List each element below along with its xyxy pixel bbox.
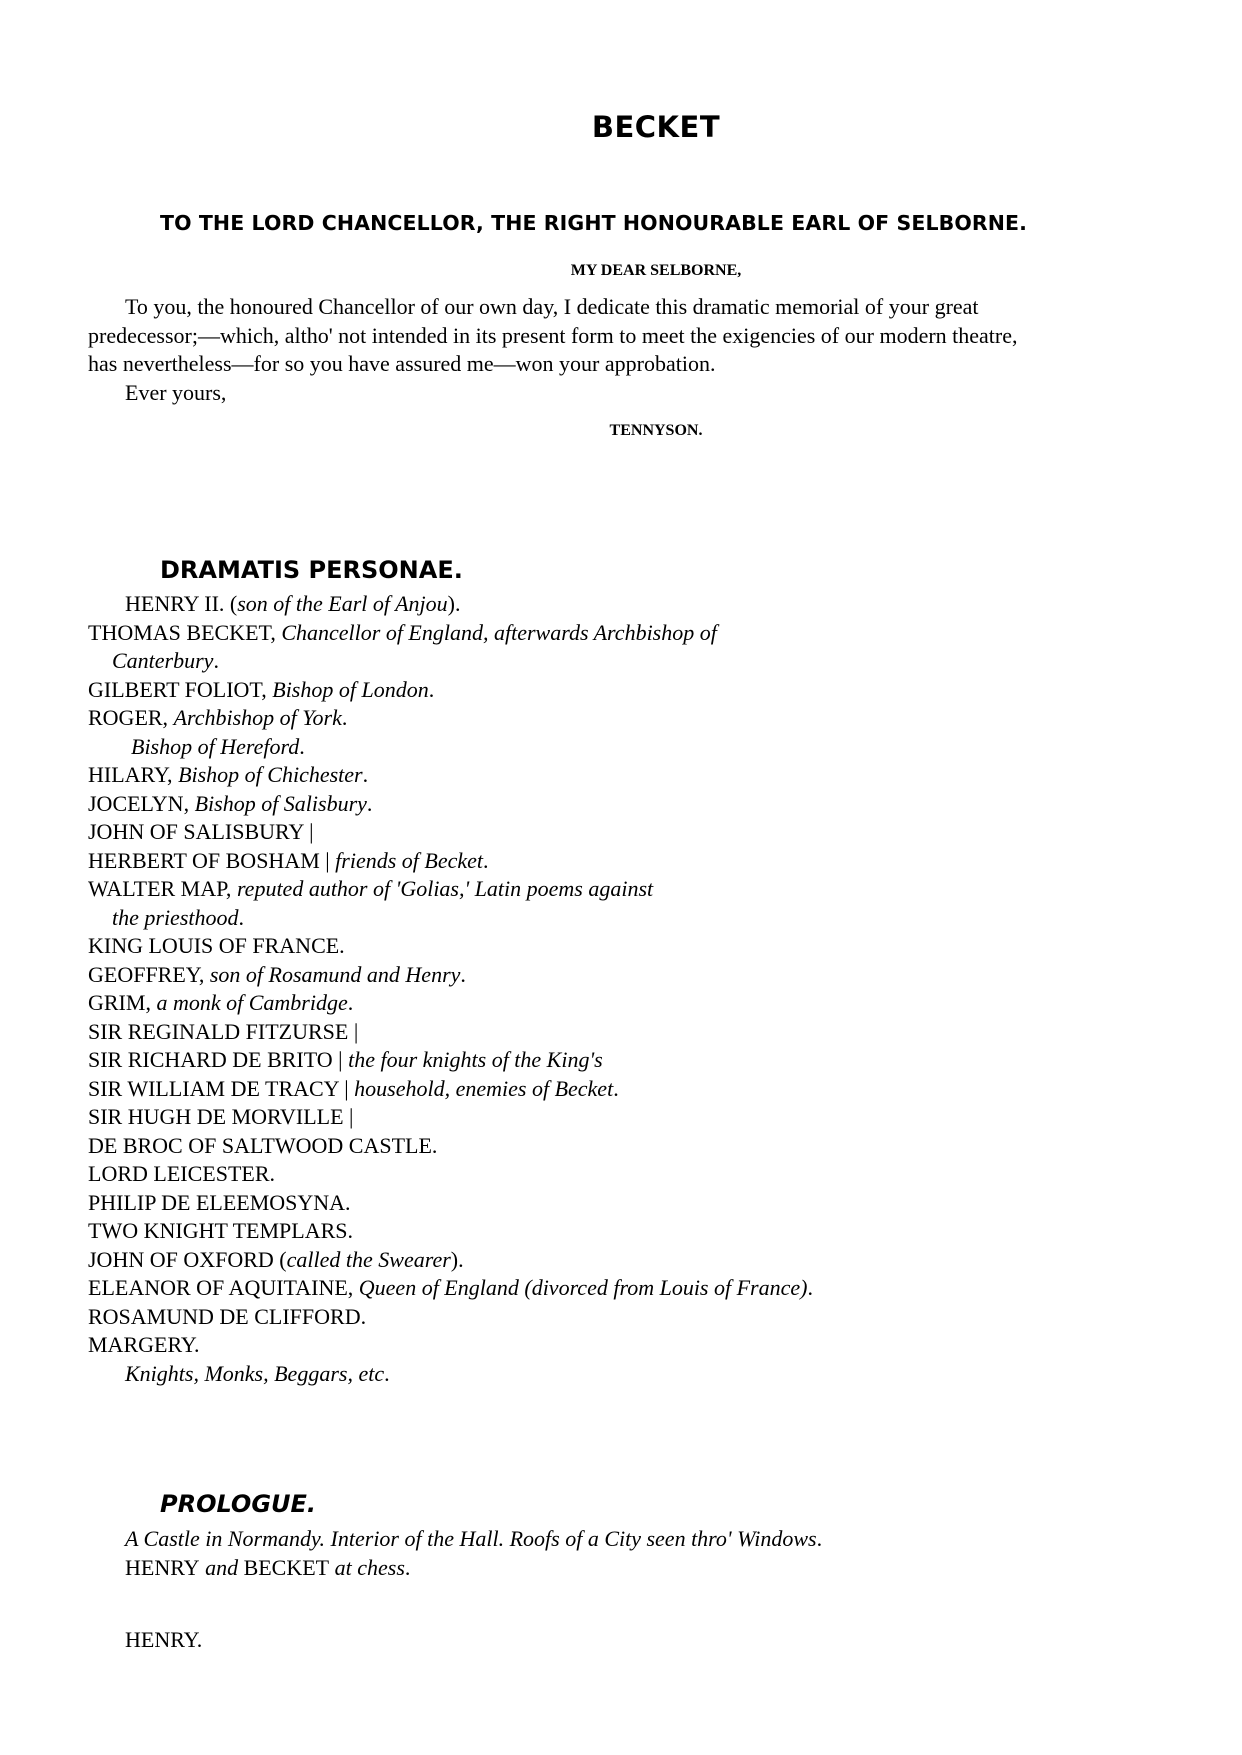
list-item: TWO KNIGHT TEMPLARS. bbox=[88, 1218, 354, 1243]
list-item: GRIM, a monk of Cambridge. bbox=[88, 990, 354, 1015]
list-item: SIR WILLIAM DE TRACY | household, enemies of Becket. bbox=[88, 1075, 619, 1101]
list-item: ROSAMUND DE CLIFFORD. bbox=[88, 1303, 367, 1329]
book-title: BECKET bbox=[591, 110, 721, 144]
list-item: MARGERY. bbox=[88, 1332, 200, 1357]
list-item: GEOFFREY, son of Rosamund and Henry. bbox=[88, 961, 466, 987]
signature: TENNYSON. bbox=[609, 422, 703, 439]
list-item: JOHN OF OXFORD (called the Swearer). bbox=[88, 1246, 464, 1272]
dramatis-personae-list bbox=[88, 590, 1188, 1388]
list-item: ROGER, Archbishop of York. bbox=[88, 705, 348, 730]
dedication-line: predecessor;—which, altho' not intended in its present form to meet the exigencies of our modern theatre, bbox=[88, 322, 1018, 348]
list-item: GILBERT FOLIOT, Bishop of London. bbox=[88, 676, 435, 702]
list-item: Knights, Monks, Beggars, etc. bbox=[125, 1360, 390, 1386]
list-item: HILARY, Bishop of Chichester. bbox=[88, 762, 369, 787]
closing: Ever yours, bbox=[125, 379, 227, 405]
list-item: WALTER MAP, reputed author of 'Golias,' Latin poems against bbox=[88, 876, 654, 901]
list-item: JOCELYN, Bishop of Salisbury. bbox=[88, 790, 373, 816]
speaker-name: HENRY. bbox=[125, 1627, 203, 1652]
dedication-heading: TO THE LORD CHANCELLOR, THE RIGHT HONOURABLE EARL OF SELBORNE. bbox=[160, 211, 1028, 235]
list-item: HENRY II. (son of the Earl of Anjou). bbox=[125, 591, 461, 616]
stage-line: A Castle in Normandy. Interior of the Hall. Roofs of a City seen thro' Windows. bbox=[125, 1526, 823, 1551]
list-item: SIR RICHARD DE BRITO | the four knights of the King's bbox=[88, 1047, 603, 1072]
list-item: LORD LEICESTER. bbox=[88, 1161, 275, 1186]
list-item: DE BROC OF SALTWOOD CASTLE. bbox=[88, 1132, 438, 1158]
list-item: ELEANOR OF AQUITAINE, Queen of England (divorced from Louis of France). bbox=[88, 1275, 813, 1300]
list-item: SIR HUGH DE MORVILLE | bbox=[88, 1104, 354, 1129]
list-item: PHILIP DE ELEEMOSYNA. bbox=[88, 1189, 351, 1215]
dedication-body bbox=[88, 293, 1168, 407]
list-item: Bishop of Hereford. bbox=[131, 733, 305, 759]
list-item: THOMAS BECKET, Chancellor of England, afterwards Archbishop of bbox=[88, 619, 717, 645]
list-item: KING LOUIS OF FRANCE. bbox=[88, 933, 345, 958]
dedication-line: has nevertheless—for so you have assured me—won your approbation. bbox=[88, 351, 716, 376]
list-item: HERBERT OF BOSHAM | friends of Becket. bbox=[88, 847, 489, 873]
list-item: the priesthood. bbox=[112, 904, 244, 930]
dramatis-personae-heading: DRAMATIS PERSONAE. bbox=[160, 556, 463, 584]
dedication-line: To you, the honoured Chancellor of our own day, I dedicate this dramatic memorial of your great bbox=[125, 294, 979, 319]
list-item: JOHN OF SALISBURY | bbox=[88, 819, 314, 844]
stage-direction bbox=[125, 1525, 822, 1582]
salutation: MY DEAR SELBORNE, bbox=[570, 262, 742, 279]
stage-line: HENRY and BECKET at chess. bbox=[125, 1554, 411, 1580]
list-item: Canterbury. bbox=[112, 648, 219, 673]
list-item: SIR REGINALD FITZURSE | bbox=[88, 1018, 359, 1044]
prologue-heading: PROLOGUE. bbox=[160, 1490, 317, 1518]
